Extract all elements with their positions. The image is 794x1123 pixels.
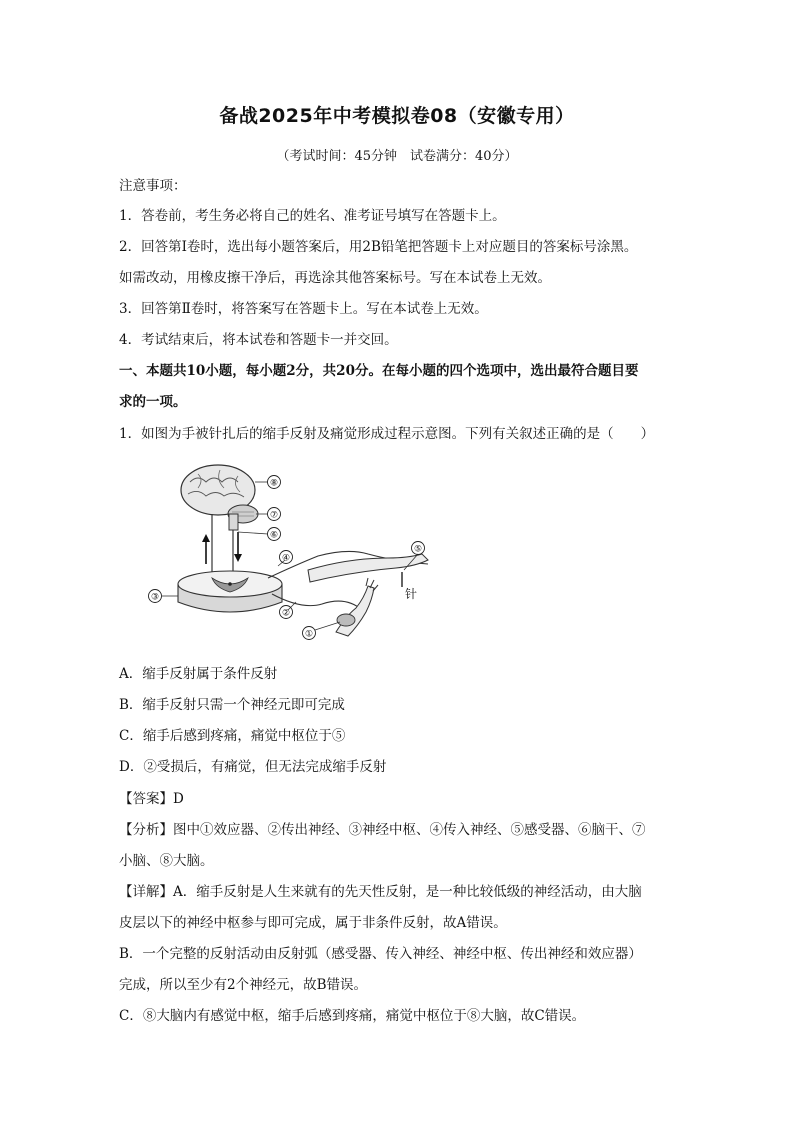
note-item: 4．考试结束后，将本试卷和答题卡一并交回。 [119, 332, 398, 348]
note-item: 3．回答第Ⅱ卷时，将答案写在答题卡上。写在本试卷上无效。 [119, 301, 488, 317]
option-a: A．缩手反射属于条件反射 [119, 666, 278, 682]
label-6: ⑥ [269, 530, 279, 541]
analysis-line: 【分析】图中①效应器、②传出神经、③神经中枢、④传入神经、⑤感受器、⑥脑干、⑦ [119, 822, 646, 838]
label-7: ⑦ [269, 510, 279, 521]
answer: 【答案】D [119, 791, 184, 807]
brain-illustration [181, 465, 258, 530]
reflex-arc-figure [140, 452, 440, 652]
option-c: C．缩手后感到疼痛，痛觉中枢位于⑤ [119, 728, 346, 744]
exam-info: （考试时间：45分钟 试卷满分：40分） [276, 149, 518, 164]
analysis-line: 小脑、⑧大脑。 [119, 853, 214, 869]
explanation-line: 【详解】A．缩手反射是人生来就有的先天性反射，是一种比较低级的神经活动，由大脑 [119, 884, 642, 900]
note-item: 如需改动，用橡皮擦干净后，再选涂其他答案标号。写在本试卷上无效。 [119, 270, 551, 286]
section-heading-cont: 求的一项。 [119, 394, 187, 410]
explanation-line: 完成，所以至少有2个神经元，故B错误。 [119, 977, 368, 993]
note-item: 1．答卷前，考生务必将自己的姓名、准考证号填写在答题卡上。 [119, 208, 506, 224]
page-title: 备战2025年中考模拟卷08（安徽专用） [219, 105, 575, 127]
label-4: ④ [281, 553, 291, 564]
option-b: B．缩手反射只需一个神经元即可完成 [119, 697, 345, 713]
needle-label: 针 [405, 587, 418, 601]
label-2: ② [281, 608, 291, 619]
section-heading: 一、本题共10小题，每小题2分，共20分。在每小题的四个选项中，选出最符合题目要 [119, 363, 639, 379]
note-item: 2．回答第Ⅰ卷时，选出每小题答案后，用2B铅笔把答题卡上对应题目的答案标号涂黑。 [119, 239, 638, 255]
label-3: ③ [150, 592, 160, 603]
label-8: ⑧ [269, 478, 279, 489]
label-1: ① [304, 629, 314, 640]
explanation-line: 皮层以下的神经中枢参与即可完成，属于非条件反射，故A错误。 [119, 915, 507, 931]
explanation-line: C．⑧大脑内有感觉中枢，缩手后感到疼痛，痛觉中枢位于⑧大脑，故C错误。 [119, 1008, 586, 1024]
question-stem: 1．如图为手被针扎后的缩手反射及痛觉形成过程示意图。下列有关叙述正确的是（ ） [119, 426, 655, 442]
option-d: D．②受损后，有痛觉，但无法完成缩手反射 [119, 759, 387, 775]
label-5: ⑤ [413, 544, 423, 555]
notes-heading: 注意事项： [119, 178, 187, 194]
explanation-line: B．一个完整的反射活动由反射弧（感受器、传入神经、神经中枢、传出神经和效应器） [119, 946, 642, 962]
spinal-cord-section [178, 571, 282, 612]
